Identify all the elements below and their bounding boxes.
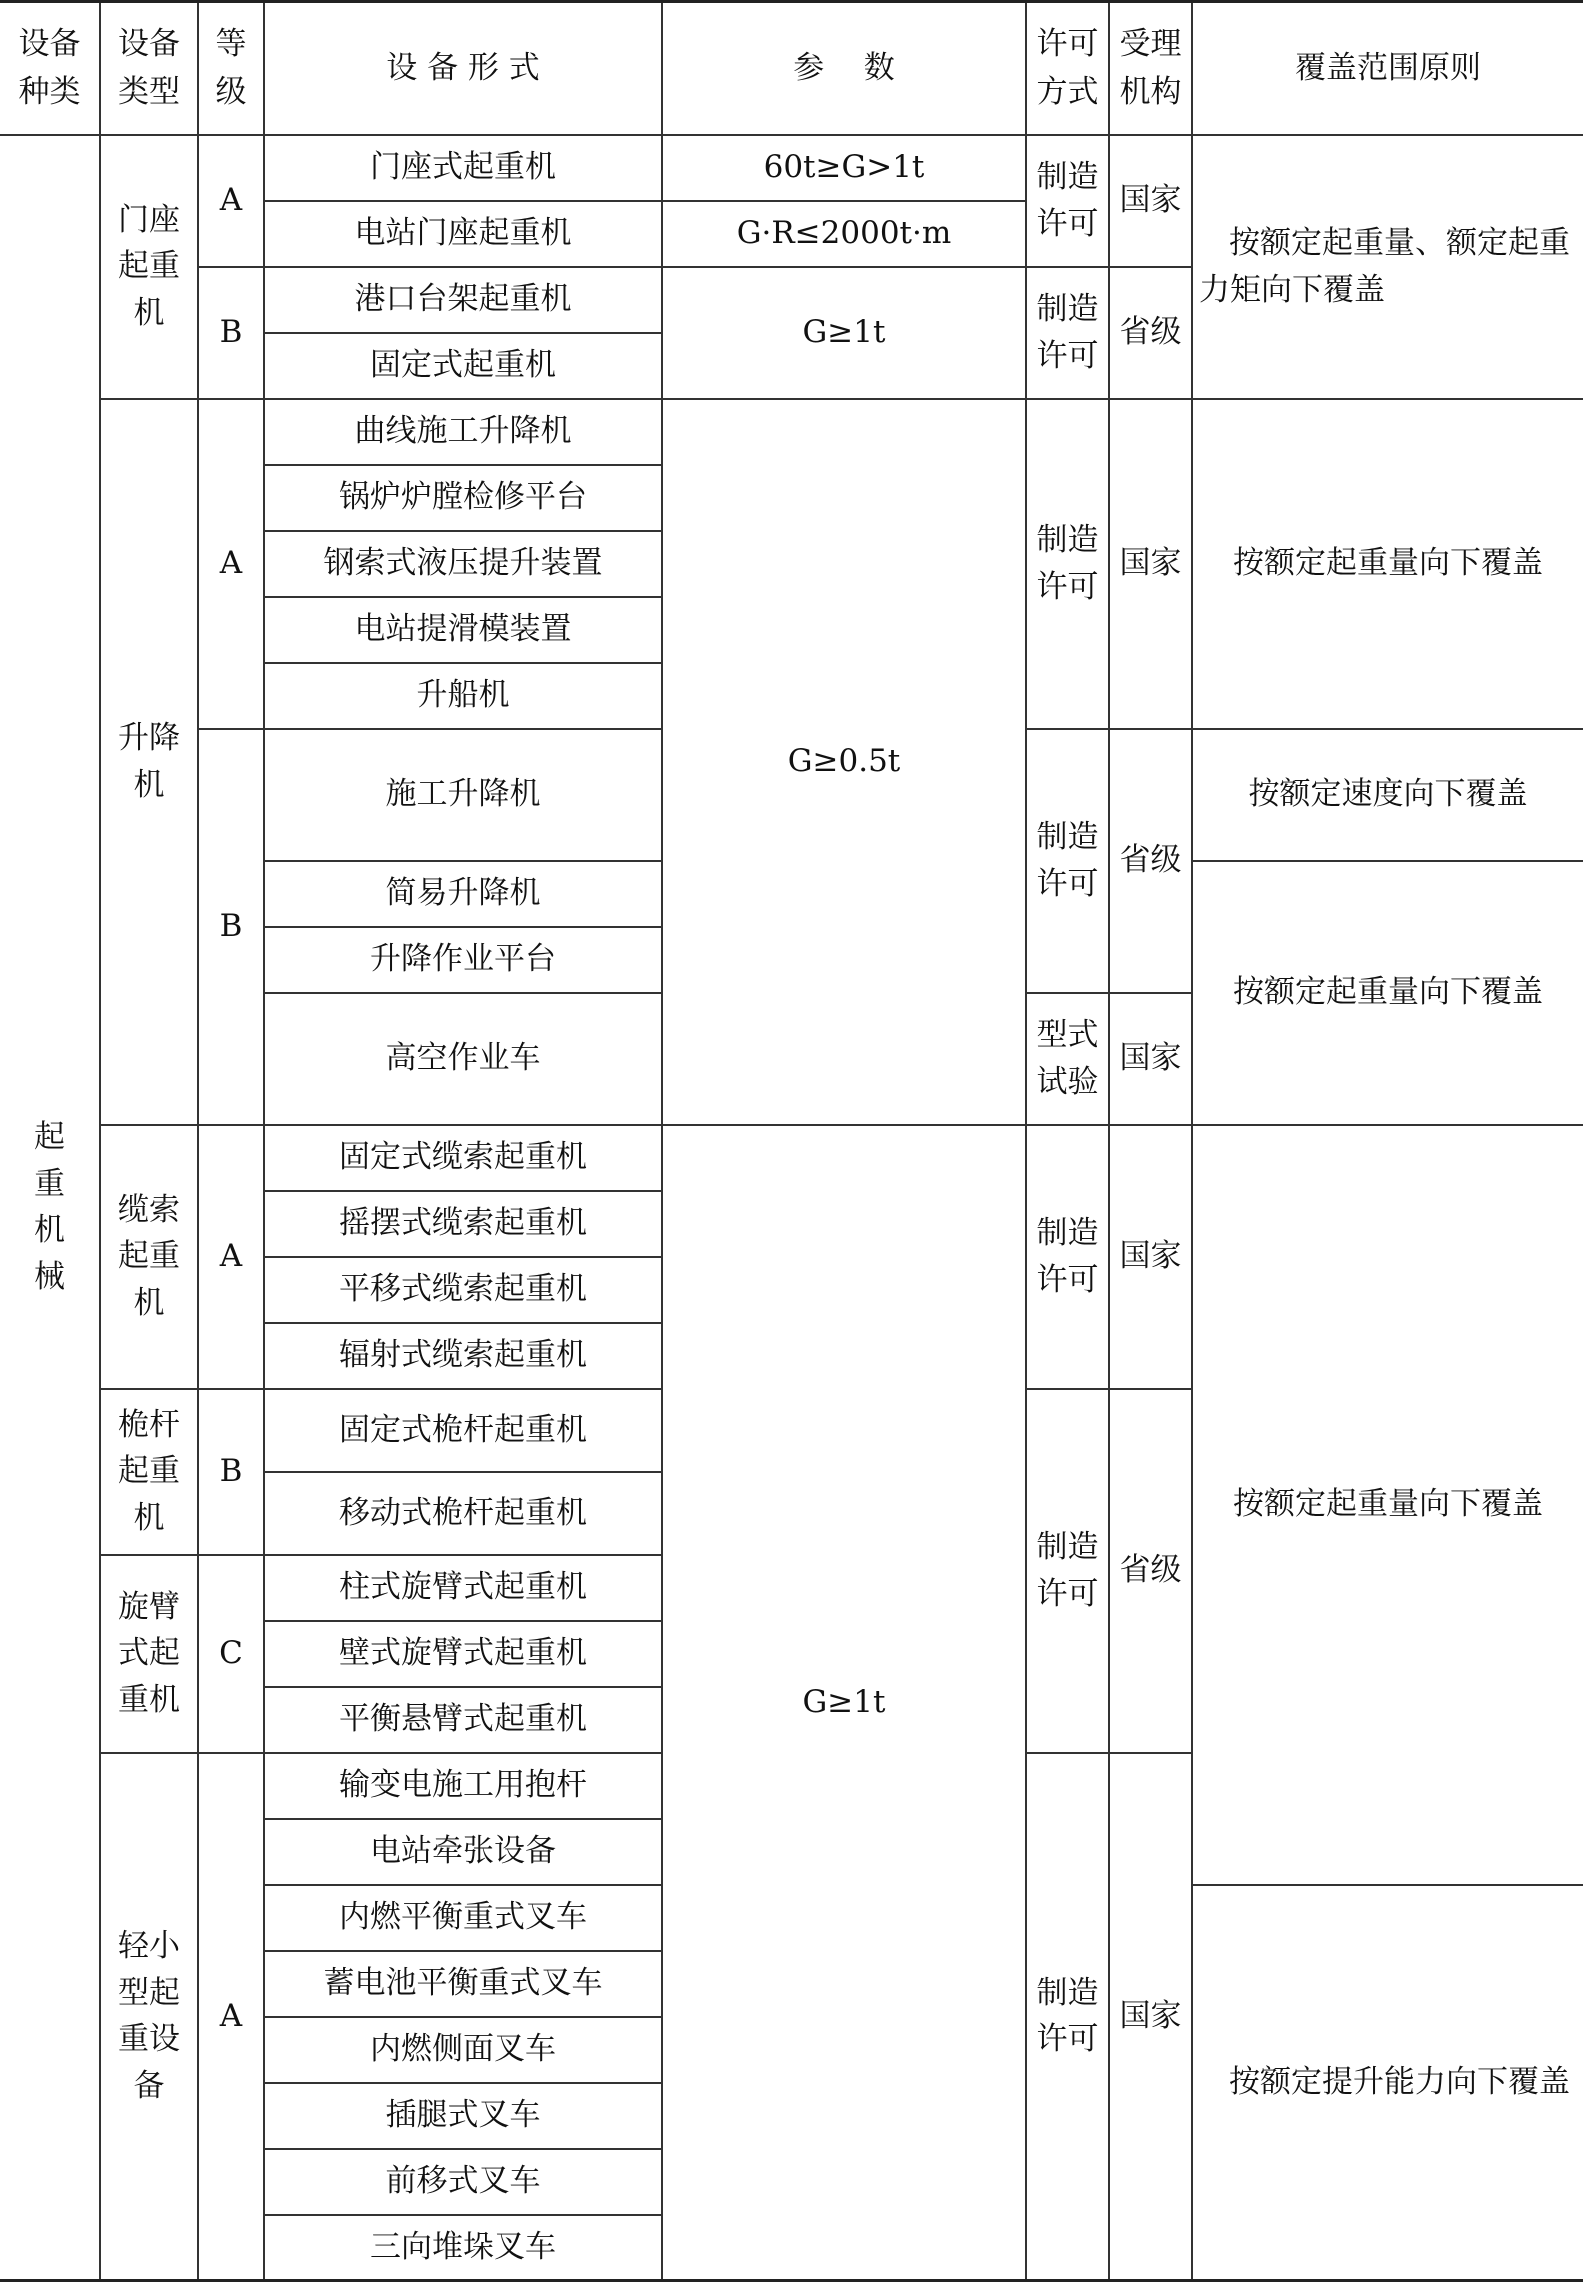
header-coverage: 覆盖范围原则	[1192, 2, 1583, 135]
agency-cell: 省级	[1109, 267, 1192, 399]
form-cell: 蓄电池平衡重式叉车	[264, 1951, 662, 2017]
form-cell: 插腿式叉车	[264, 2083, 662, 2149]
permit-cell: 制造 许可	[1026, 267, 1109, 399]
permit-cell: 型式 试验	[1026, 993, 1109, 1125]
agency-cell: 国家	[1109, 1125, 1192, 1389]
form-cell: 三向堆垛叉车	[264, 2215, 662, 2281]
agency-cell: 国家	[1109, 993, 1192, 1125]
agency-cell: 国家	[1109, 135, 1192, 267]
permit-cell: 制造 许可	[1026, 1753, 1109, 2281]
grade-cell: A	[198, 135, 264, 267]
form-cell: 曲线施工升降机	[264, 399, 662, 465]
permit-cell: 制造 许可	[1026, 729, 1109, 993]
grade-cell: B	[198, 1389, 264, 1555]
coverage-cell: 按额定起重量向下覆盖	[1192, 399, 1583, 729]
coverage-cell: 按额定起重量向下覆盖	[1192, 861, 1583, 1125]
header-form: 设 备 形 式	[264, 2, 662, 135]
agency-cell: 省级	[1109, 1389, 1192, 1753]
grade-cell: A	[198, 1125, 264, 1389]
permit-cell: 制造 许可	[1026, 135, 1109, 267]
grade-cell: C	[198, 1555, 264, 1753]
coverage-cell: 按额定提升能力向下覆盖	[1192, 1885, 1583, 2281]
grade-cell: B	[198, 267, 264, 399]
form-cell: 前移式叉车	[264, 2149, 662, 2215]
form-cell: 锅炉炉膛检修平台	[264, 465, 662, 531]
form-cell: 内燃侧面叉车	[264, 2017, 662, 2083]
form-cell: 内燃平衡重式叉车	[264, 1885, 662, 1951]
param-cell: G≥1t	[662, 1125, 1026, 2281]
header-agency: 受理 机构	[1109, 2, 1192, 135]
form-cell: 简易升降机	[264, 861, 662, 927]
form-cell: 施工升降机	[264, 729, 662, 861]
grade-cell: B	[198, 729, 264, 1125]
grade-cell: A	[198, 1753, 264, 2281]
form-cell: 钢索式液压提升装置	[264, 531, 662, 597]
header-params: 参 数	[662, 2, 1026, 135]
type-lift: 升降 机	[100, 399, 198, 1125]
type-cable: 缆索 起重 机	[100, 1125, 198, 1389]
table-row	[0, 399, 1583, 465]
form-cell: 门座式起重机	[264, 135, 662, 201]
form-cell: 柱式旋臂式起重机	[264, 1555, 662, 1621]
param-cell: 60t≥G>1t	[662, 135, 1026, 201]
form-cell: 升船机	[264, 663, 662, 729]
form-cell: 港口台架起重机	[264, 267, 662, 333]
form-cell: 辐射式缆索起重机	[264, 1323, 662, 1389]
form-cell: 输变电施工用抱杆	[264, 1753, 662, 1819]
grade-cell: A	[198, 399, 264, 729]
type-gantry: 门座 起重 机	[100, 135, 198, 399]
param-cell: G≥0.5t	[662, 399, 1026, 1125]
header-permit: 许可 方式	[1026, 2, 1109, 135]
form-cell: 摇摆式缆索起重机	[264, 1191, 662, 1257]
header-row	[0, 2, 1583, 135]
type-jib: 旋臂 式起 重机	[100, 1555, 198, 1753]
type-light: 轻小 型起 重设 备	[100, 1753, 198, 2281]
form-cell: 壁式旋臂式起重机	[264, 1621, 662, 1687]
table-row	[0, 135, 1583, 201]
coverage-cell: 按额定速度向下覆盖	[1192, 729, 1583, 861]
permit-cell: 制造 许可	[1026, 1125, 1109, 1389]
form-cell: 电站门座起重机	[264, 201, 662, 267]
type-derrick: 桅杆 起重 机	[100, 1389, 198, 1555]
form-cell: 平移式缆索起重机	[264, 1257, 662, 1323]
coverage-cell: 按额定起重量、额定起重力矩向下覆盖	[1192, 135, 1583, 399]
form-cell: 平衡悬臂式起重机	[264, 1687, 662, 1753]
agency-cell: 国家	[1109, 399, 1192, 729]
form-cell: 升降作业平台	[264, 927, 662, 993]
form-cell: 电站提滑模装置	[264, 597, 662, 663]
permit-cell: 制造 许可	[1026, 399, 1109, 729]
param-cell: G·R≤2000t·m	[662, 201, 1026, 267]
form-cell: 固定式起重机	[264, 333, 662, 399]
agency-cell: 省级	[1109, 729, 1192, 993]
header-category: 设备 种类	[0, 2, 100, 135]
table-row	[0, 1125, 1583, 1191]
permit-cell: 制造 许可	[1026, 1389, 1109, 1753]
coverage-cell: 按额定起重量向下覆盖	[1192, 1125, 1583, 1885]
category-cell: 起 重 机 械	[0, 135, 100, 2281]
header-grade: 等 级	[198, 2, 264, 135]
form-cell: 电站牵张设备	[264, 1819, 662, 1885]
form-cell: 高空作业车	[264, 993, 662, 1125]
form-cell: 移动式桅杆起重机	[264, 1472, 662, 1555]
form-cell: 固定式桅杆起重机	[264, 1389, 662, 1472]
agency-cell: 国家	[1109, 1753, 1192, 2281]
form-cell: 固定式缆索起重机	[264, 1125, 662, 1191]
param-cell: G≥1t	[662, 267, 1026, 399]
header-type: 设备 类型	[100, 2, 198, 135]
